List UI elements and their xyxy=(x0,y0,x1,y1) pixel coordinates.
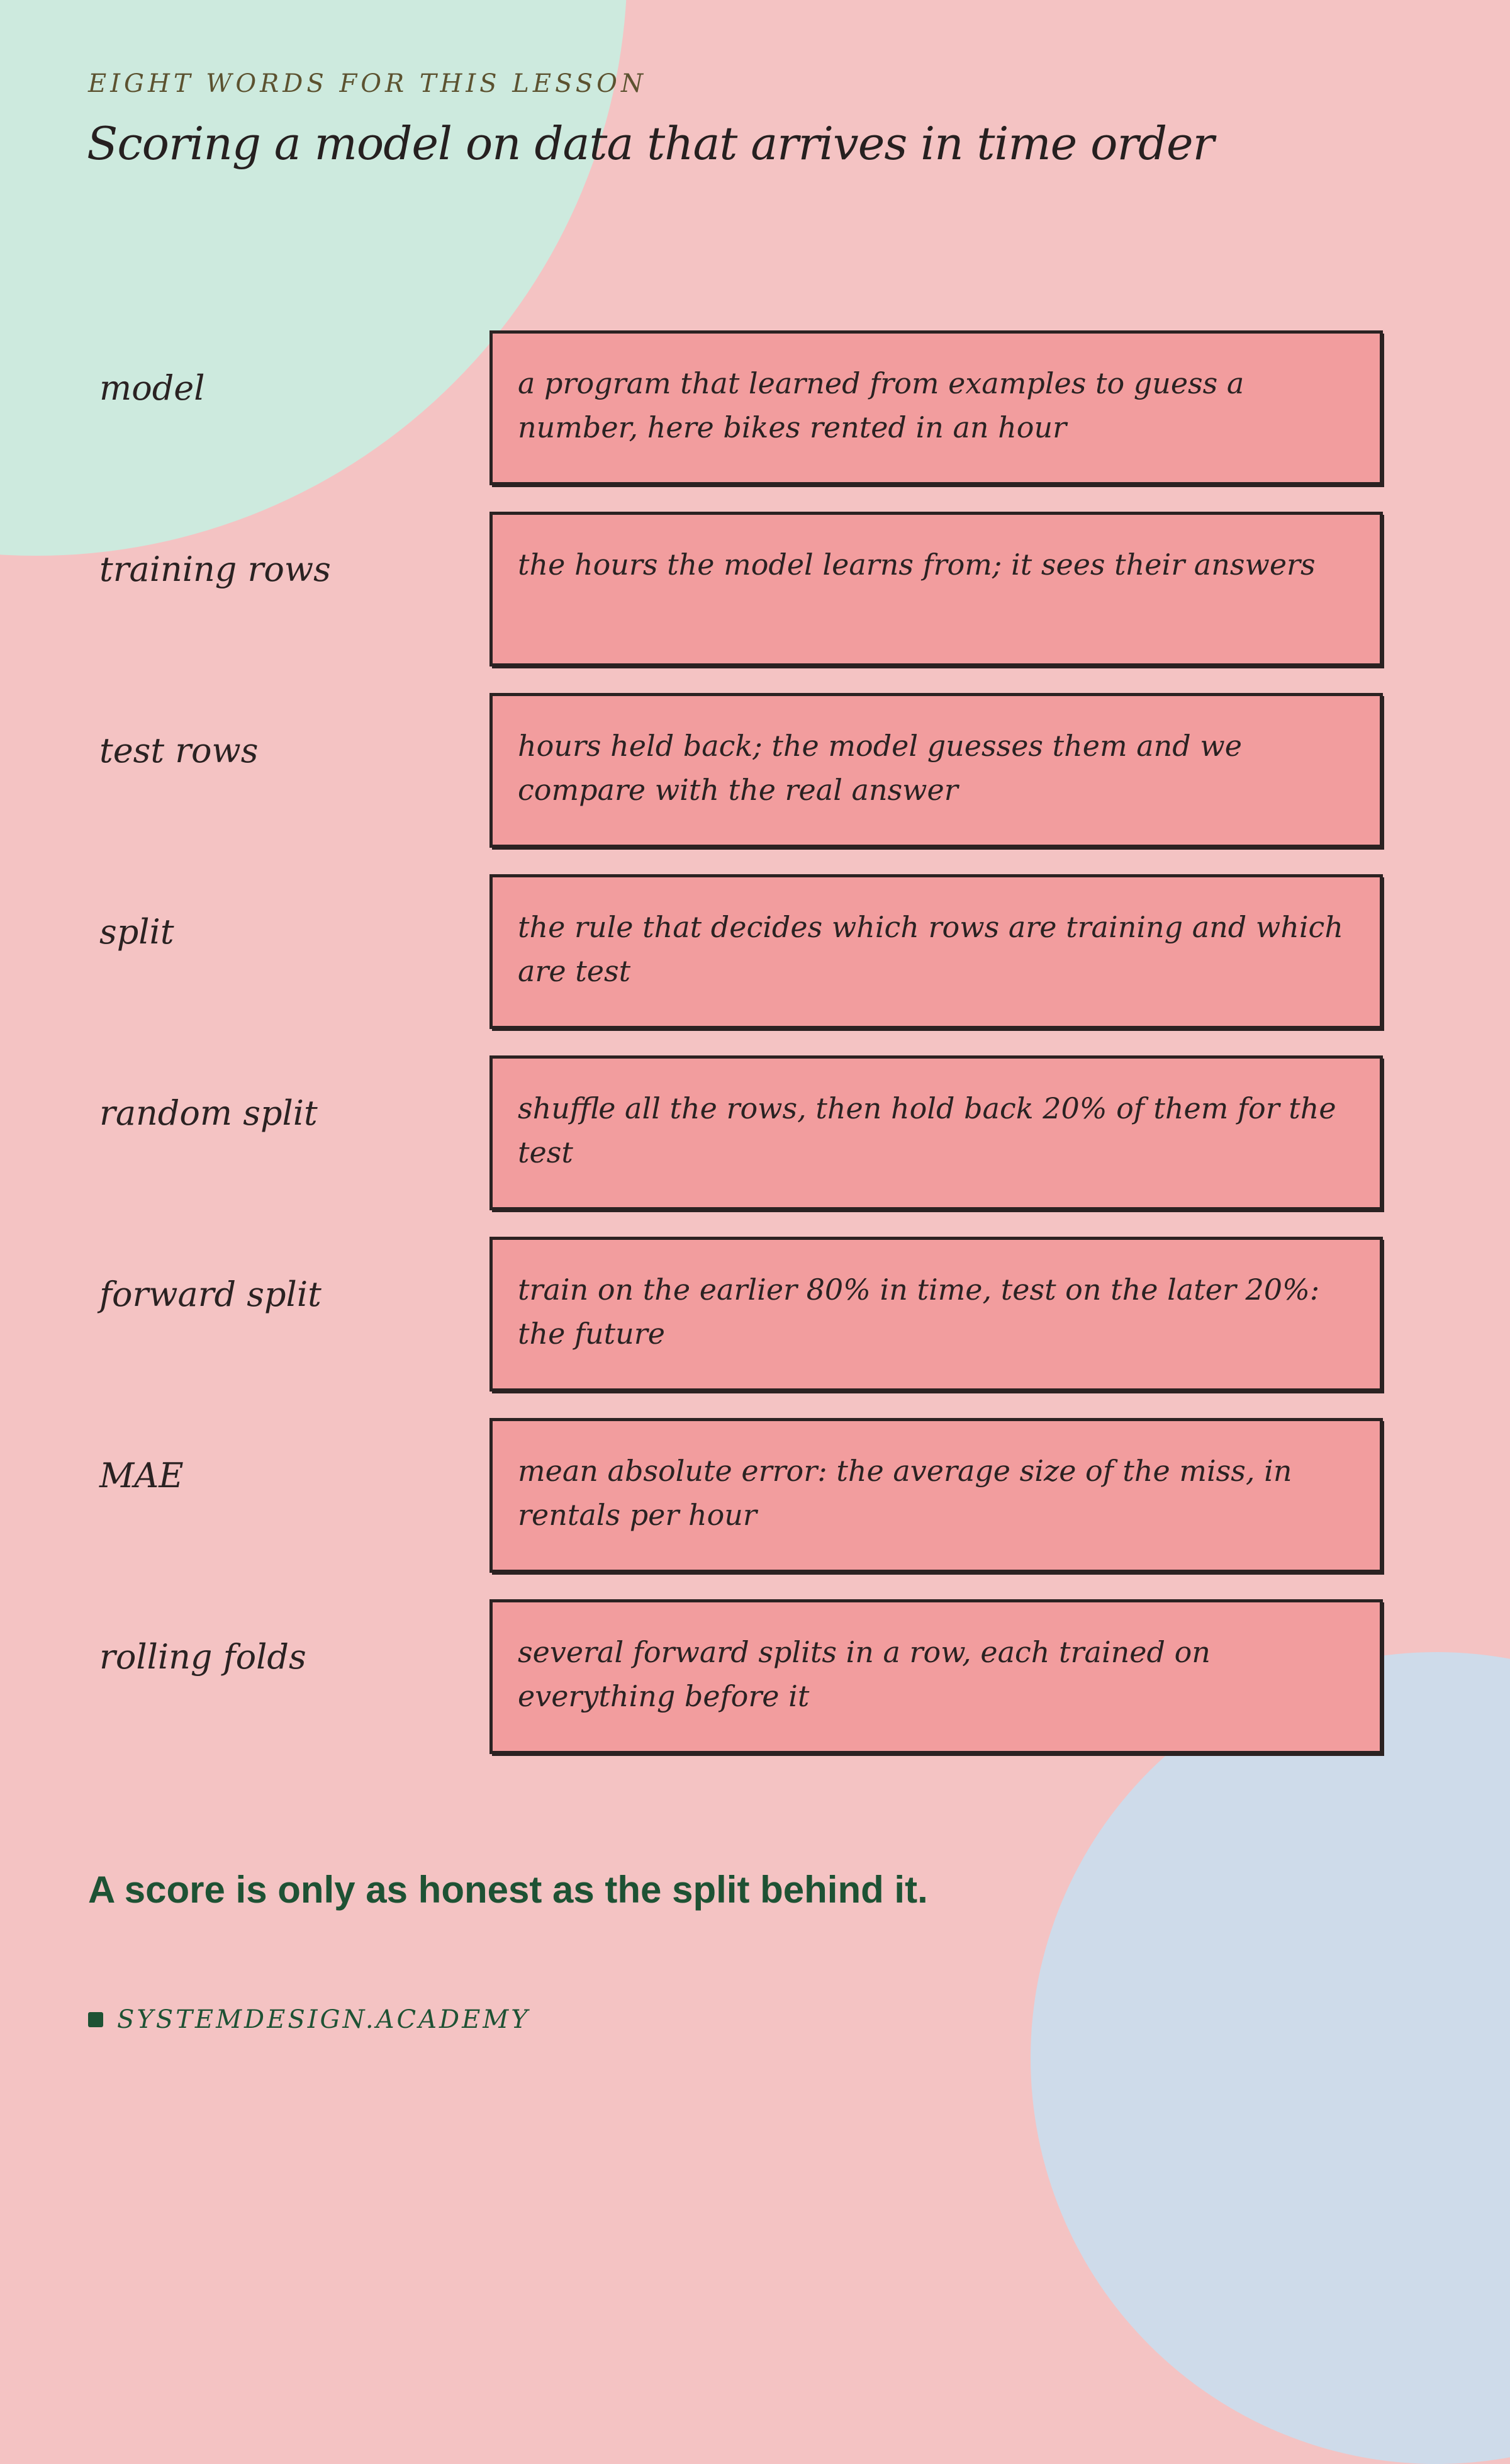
tagline: A score is only as honest as the split behind it. xyxy=(88,1869,928,1911)
glossary-term: training rows xyxy=(99,549,331,589)
glossary-definition: train on the earlier 80% in time, test on the later 20%: the future xyxy=(518,1273,1320,1351)
brand-square-icon xyxy=(88,2012,103,2027)
definition-card xyxy=(489,512,1383,667)
brand-name: SYSTEMDESIGN.ACADEMY xyxy=(117,2005,530,2034)
glossary-term: forward split xyxy=(99,1274,322,1314)
footer-brand xyxy=(88,2005,530,2034)
definition-card xyxy=(489,874,1383,1029)
glossary-term: model xyxy=(99,368,205,408)
definition-card xyxy=(489,1599,1383,1754)
glossary-row xyxy=(0,874,1510,1032)
definition-card xyxy=(489,693,1383,848)
glossary-definition: several forward splits in a row, each trained on everything before it xyxy=(518,1635,1211,1713)
eyebrow-label: EIGHT WORDS FOR THIS LESSON xyxy=(88,69,647,98)
definition-card xyxy=(489,1237,1383,1392)
page-title: Scoring a model on data that arrives in time order xyxy=(87,117,1214,170)
glossary-row xyxy=(0,1237,1510,1394)
glossary-definition: a program that learned from examples to guess a number, here bikes rented in an hour xyxy=(518,366,1244,444)
definition-card xyxy=(489,1055,1383,1210)
glossary-row xyxy=(0,512,1510,669)
glossary-row xyxy=(0,1599,1510,1757)
glossary-definition: mean absolute error: the average size of the miss, in rentals per hour xyxy=(518,1454,1292,1532)
glossary-row xyxy=(0,1418,1510,1575)
glossary-term: random split xyxy=(99,1093,318,1133)
glossary-term: MAE xyxy=(99,1456,184,1495)
glossary-definition: shuffle all the rows, then hold back 20% of them for the test xyxy=(518,1091,1336,1169)
blue-circle-decoration xyxy=(1031,1652,1510,2464)
glossary-term: rolling folds xyxy=(99,1637,306,1677)
glossary-term: test rows xyxy=(99,731,259,770)
definition-card xyxy=(489,330,1383,485)
glossary-term: split xyxy=(99,912,174,952)
glossary-definition: the hours the model learns from; it sees their answers xyxy=(518,548,1316,582)
definition-card xyxy=(489,1418,1383,1573)
glossary-row xyxy=(0,1055,1510,1213)
glossary-definition: the rule that decides which rows are training and which are test xyxy=(518,910,1343,988)
glossary-definition: hours held back; the model guesses them and we compare with the real answer xyxy=(518,729,1242,807)
glossary-row xyxy=(0,693,1510,850)
glossary-row xyxy=(0,330,1510,488)
